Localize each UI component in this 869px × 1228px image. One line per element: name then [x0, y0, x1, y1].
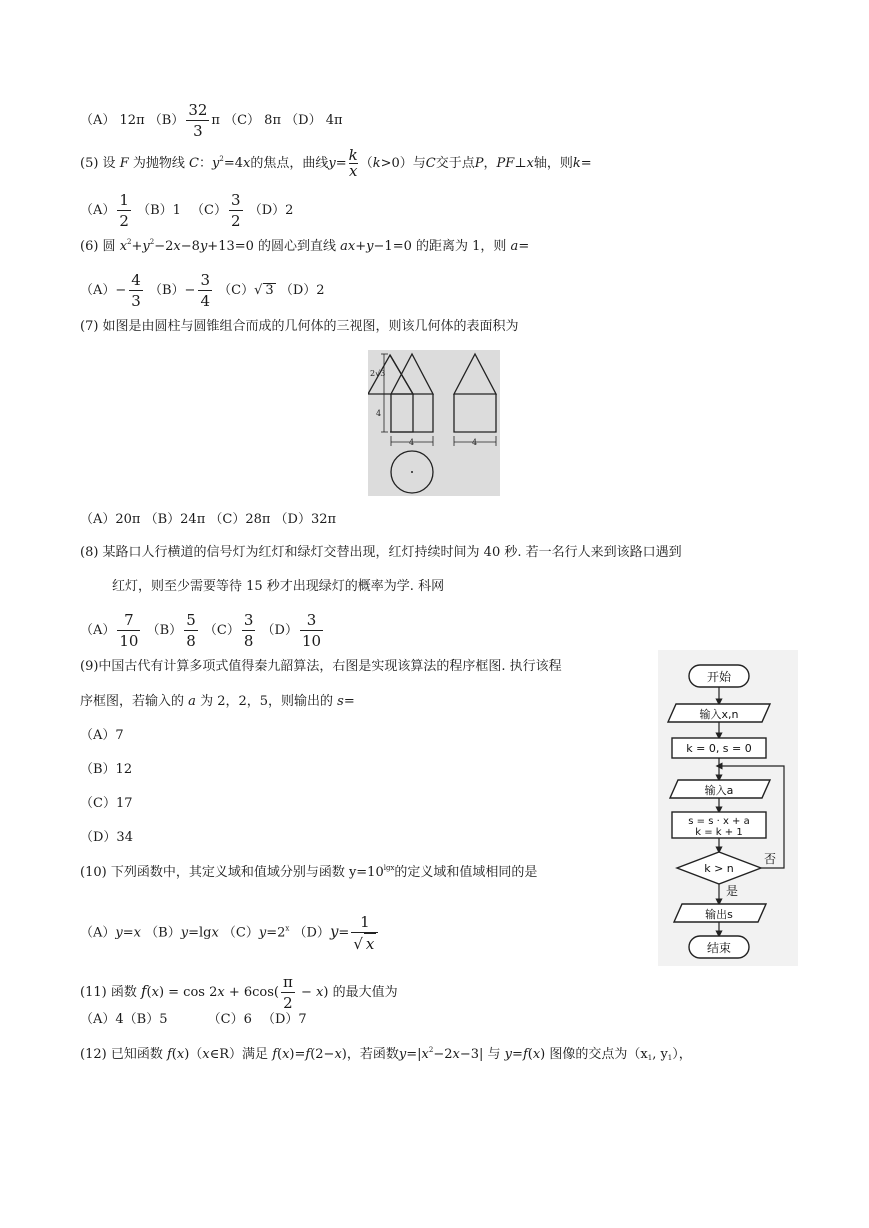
question-9-line1: (9)中国古代有计算多项式值得秦九韶算法，右图是实现该算法的程序框图. 执行该程 — [80, 659, 562, 674]
q4-options: （A） 12π （B） $\frac{32}{3}$ π （C） 8π （D） 4π — [80, 101, 343, 140]
question-10: (10) 下列函数中，其定义域和值域分别与函数 $y=10^{lgx}$的定义域和值域相同的是 — [80, 864, 538, 880]
question-8-line1: (8) 某路口人行横道的信号灯为红灯和绿灯交替出现，红灯持续时间为 40 秒. 若一名行人来到该路口遇到 — [80, 545, 682, 560]
question-5: (5) 设 F 为抛物线 C：$y^2=4x$的焦点，曲线y= $\frac{k}{x}$ （k>0）与C交于点P，PF⊥x轴，则k= — [80, 146, 592, 180]
flow-init: k = 0, s = 0 — [686, 742, 752, 755]
flow-start: 开始 — [706, 670, 732, 684]
q9-option-a: （A）7 — [80, 728, 124, 743]
dim-height-cone: 2√3 — [370, 369, 386, 378]
flow-input-a: 输入a — [704, 784, 734, 797]
flowchart — [658, 650, 798, 966]
q9-option-c: （C）17 — [80, 796, 133, 811]
flow-yes-label: 是 — [726, 884, 739, 898]
flow-end: 结束 — [706, 941, 732, 955]
flow-condition: k > n — [704, 862, 734, 875]
dim-width-side: 4 — [472, 438, 478, 447]
flow-assign-k: k = k + 1 — [695, 827, 743, 838]
flow-no-label: 否 — [764, 852, 777, 866]
q5-options: （A） $\frac{1}{2}$ （B）1 （C） $\frac{3}{2}$ （D）2 — [80, 191, 294, 230]
sqrt-symbol: √ — [254, 283, 263, 298]
flow-input-xn: 输入x,n — [699, 708, 739, 721]
question-11: (11) 函数 f(x) = cos 2x + 6cos( $\frac{\pi}{2}$ − x) 的最大值为 — [80, 973, 398, 1012]
question-8-line2: 红灯，则至少需要等待 15 秒才出现绿灯的概率为学. 科网 — [112, 579, 445, 594]
dim-height-cylinder: 4 — [376, 409, 382, 418]
question-9-line2: 序框图，若输入的 a 为 2，2，5，则输出的 s= — [80, 694, 355, 709]
dim-width-front: 4 — [409, 438, 415, 447]
q11-options: （A）4（B）5 （C）6 （D）7 — [80, 1012, 307, 1027]
fraction-k-x: $\frac{k}{x}$ — [348, 146, 358, 180]
q6-options: （A）− $\frac{4}{3}$ （B）− $\frac{3}{4}$ （C）√ 3 （D）2 — [80, 271, 325, 310]
question-12: (12) 已知函数 f(x)（x∈R）满足 f(x)=f(2−x)，若函数$y=|x^2-2x-3|$ 与 y=f(x) 图像的交点为（$x_1$, $y_1$）， — [80, 1046, 692, 1062]
question-6: (6) 圆 $x^2+y^2-2x-8y+13=0$ 的圆心到直线 ax+y−1=0 的距离为 1，则 a= — [80, 238, 530, 254]
fraction-32-3: $\frac{32}{3}$ — [188, 101, 208, 140]
q8-options: （A） $\frac{7}{10}$ （B） $\frac{5}{8}$ （C） $\frac{3}{8}$ （D） $\frac{3}{10}$ — [80, 611, 322, 650]
flow-output: 输出s — [705, 908, 733, 921]
q10-options: （A）y=x （B）y=lgx $(C)y=2^x$ （D）y= $\frac{1}{√ x}$ — [80, 912, 380, 954]
q7-options: （A）20π （B）24π （C）28π （D）32π — [80, 512, 337, 527]
question-7: (7) 如图是由圆柱与圆锥组合而成的几何体的三视图，则该几何体的表面积为 — [80, 319, 519, 334]
q9-option-b: （B）12 — [80, 762, 133, 777]
three-view-figure — [368, 350, 500, 496]
q9-option-d: （D）34 — [80, 830, 133, 845]
flow-assign-s: s = s · x + a — [688, 816, 750, 827]
